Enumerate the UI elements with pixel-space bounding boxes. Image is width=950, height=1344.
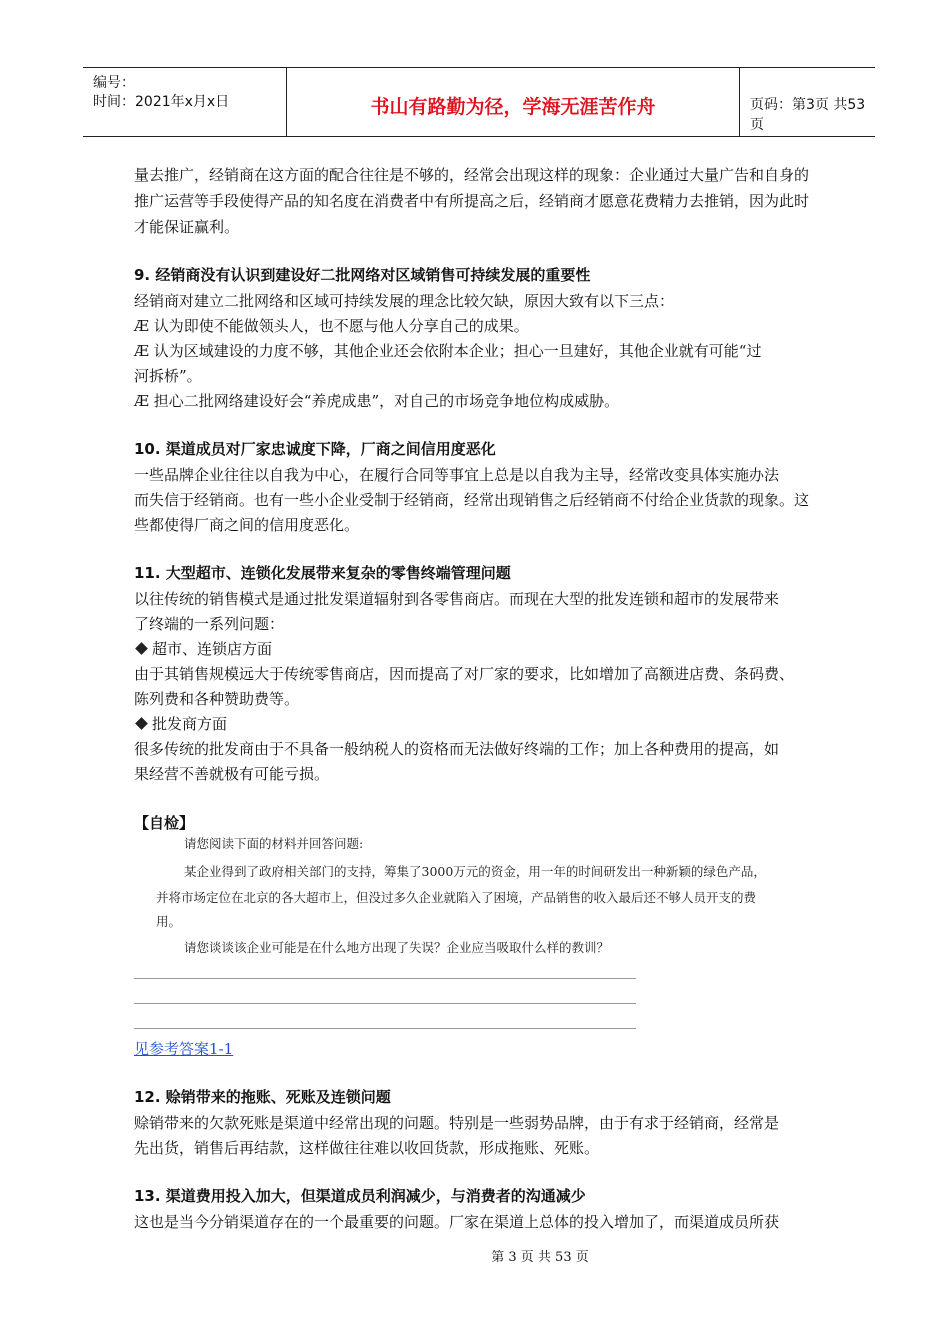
page-label: 页码：第3页 共53页	[750, 97, 866, 133]
text-line: 某企业得到了政府相关部门的支持，筹集了3000万元的资金，用一年的时间研发出一种新颖的绿色产品，	[184, 864, 766, 879]
text-line: 些都使得厂商之间的信用度恶化。	[134, 516, 360, 534]
text-line: 河拆桥”。	[134, 367, 202, 385]
reference-answer-link[interactable]: 见参考答案1-1	[134, 1040, 234, 1058]
header-motto-cell	[286, 68, 740, 136]
text-line: 一些品牌企业往往以自我为中心，在履行合同等事宜上总是以自我为主导，经常改变具体实施办法	[134, 466, 780, 484]
diamond-bullet-icon	[135, 717, 148, 730]
text-line: 这也是当今分销渠道存在的一个最重要的问题。厂家在渠道上总体的投入增加了，而渠道成员所获	[134, 1213, 780, 1231]
header-meta	[83, 68, 286, 136]
text-line: 才能保证赢利。	[134, 218, 240, 236]
list-item: Æ 认为区域建设的力度不够，其他企业还会依附本企业；担心一旦建好，其他企业就有可能“过	[134, 342, 762, 360]
section-title: 11. 大型超市、连锁化发展带来复杂的零售终端管理问题	[134, 564, 511, 582]
text-line: 果经营不善就极有可能亏损。	[134, 765, 330, 783]
text-line: 由于其销售规模远大于传统零售商店，因而提高了对厂家的要求，比如增加了高额进店费、条码费、	[134, 665, 795, 683]
self-check-title: 【自检】	[134, 814, 195, 832]
text-line: 先出货，销售后再结款，这样做往往难以收回货款，形成拖账、死账。	[134, 1139, 600, 1157]
text-line: 陈列费和各种赞助费等。	[134, 690, 300, 708]
header-page-cell	[740, 68, 875, 136]
number-label: 编号：	[93, 75, 135, 91]
text-line: 并将市场定位在北京的各大超市上，但没过多久企业就陷入了困境，产品销售的收入最后还不够人员开支的费	[156, 890, 757, 905]
bullet-item: 批发商方面	[134, 711, 864, 737]
list-item: Æ 认为即使不能做领头人，也不愿与他人分享自己的成果。	[134, 317, 529, 335]
motto: 书山有路勤为径，学海无涯苦作舟	[370, 96, 656, 118]
text-line: 量去推广，经销商在这方面的配合往往是不够的，经常会出现这样的现象：企业通过大量广告和自身的	[134, 166, 810, 184]
answer-line[interactable]	[134, 1028, 636, 1029]
page-header	[83, 67, 875, 137]
answer-line[interactable]	[134, 1003, 636, 1004]
page-footer: 第 3 页 共 53 页	[491, 1250, 589, 1265]
section-title: 12. 赊销带来的拖账、死账及连锁问题	[134, 1088, 391, 1106]
text-line: 了终端的一系列问题：	[134, 615, 285, 633]
question-line: 请您谈谈该企业可能是在什么地方出现了失误？企业应当吸取什么样的教训？	[184, 940, 610, 955]
diamond-bullet-icon	[135, 642, 148, 655]
text-line: 用。	[156, 914, 182, 929]
section-title: 10. 渠道成员对厂家忠诚度下降，厂商之间信用度恶化	[134, 440, 496, 458]
text-line: 推广运营等手段使得产品的知名度在消费者中有所提高之后，经销商才愿意花费精力去推销，因为此时	[134, 192, 810, 210]
section-title: 13. 渠道费用投入加大，但渠道成员利润减少，与消费者的沟通减少	[134, 1187, 586, 1205]
text-line: 很多传统的批发商由于不具备一般纳税人的资格而无法做好终端的工作；加上各种费用的提高，如	[134, 740, 780, 758]
text-line: 而失信于经销商。也有一些小企业受制于经销商，经常出现销售之后经销商不付给企业货款的现象。这	[134, 491, 810, 509]
date-label: 时间：2021年x月x日	[93, 94, 230, 110]
answer-line[interactable]	[134, 978, 636, 979]
section-title: 9. 经销商没有认识到建设好二批网络对区域销售可持续发展的重要性	[134, 266, 591, 284]
text-line: 经销商对建立二批网络和区域可持续发展的理念比较欠缺，原因大致有以下三点：	[134, 292, 675, 310]
text-line: 以往传统的销售模式是通过批发渠道辐射到各零售商店。而现在大型的批发连锁和超市的发展带来	[134, 590, 780, 608]
text-line: 请您阅读下面的材料并回答问题:	[184, 836, 364, 851]
list-item: Æ 担心二批网络建设好会“养虎成患”，对自己的市场竞争地位构成威胁。	[134, 392, 620, 410]
text-line: 赊销带来的欠款死账是渠道中经常出现的问题。特别是一些弱势品牌，由于有求于经销商，经常是	[134, 1114, 780, 1132]
bullet-item: 超市、连锁店方面	[134, 636, 864, 662]
